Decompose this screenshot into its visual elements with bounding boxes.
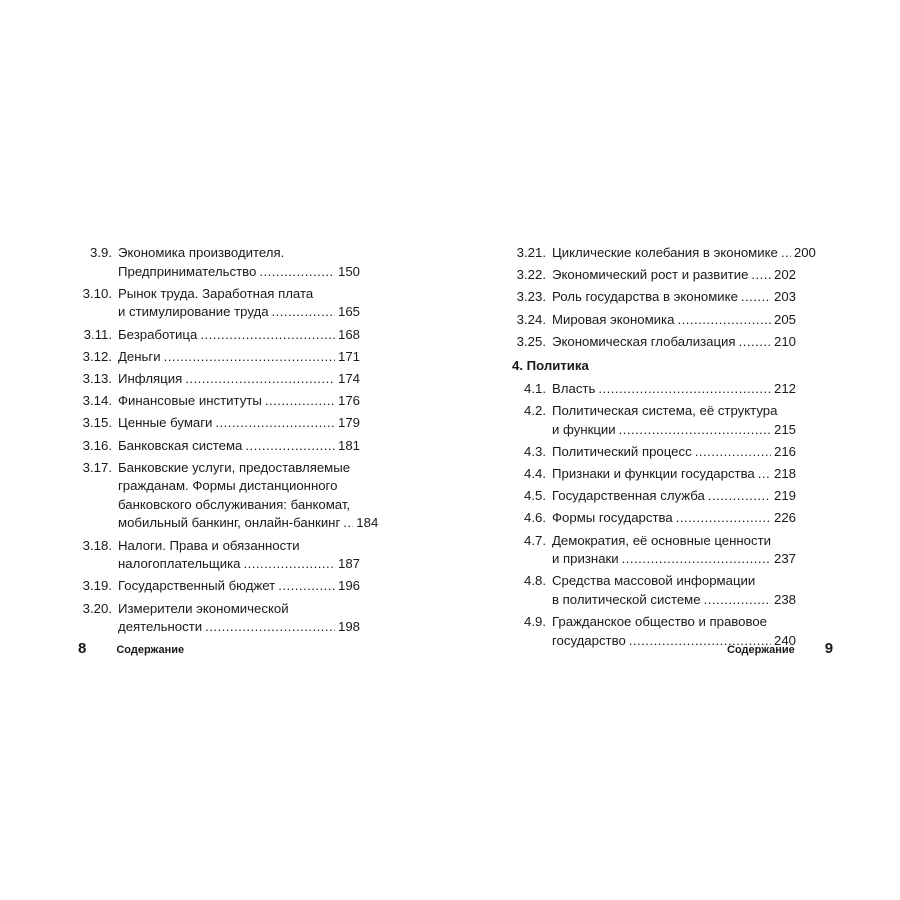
toc-entry — [512, 465, 796, 484]
page-ref: 196 — [337, 578, 360, 594]
toc-entry — [78, 348, 360, 367]
section-number: 3.9. — [90, 245, 112, 260]
section-number: 3.19. — [82, 578, 112, 594]
entry-title-line: Налоги. Права и обязанности — [118, 537, 300, 553]
dot-leader — [758, 465, 771, 484]
section-number: 4.8. — [524, 573, 546, 589]
toc-entry — [512, 333, 796, 352]
page-ref: 216 — [773, 443, 796, 459]
dot-leader — [695, 443, 771, 462]
toc-entry — [512, 266, 796, 285]
page-number: 8 — [78, 640, 87, 657]
entry-title-line: банковского обслуживания: банкомат, — [118, 496, 351, 512]
section-number: 4.3. — [524, 443, 546, 459]
section-number: 3.18. — [82, 537, 112, 553]
page-number: 9 — [824, 640, 834, 657]
toc-entry — [78, 600, 360, 637]
section-number: 3.12. — [82, 348, 112, 364]
dot-leader — [622, 550, 771, 569]
section-number: 3.24. — [516, 311, 546, 327]
toc-entry — [512, 572, 796, 609]
page-ref: 198 — [337, 619, 360, 635]
page-ref: 179 — [337, 415, 360, 431]
toc-entry — [78, 370, 360, 389]
entry-title-line: налогоплательщика — [118, 556, 241, 572]
dot-leader — [781, 244, 791, 263]
toc-entry — [78, 459, 379, 533]
page-ref: 171 — [337, 348, 360, 364]
right-footer — [727, 640, 833, 657]
entry-title-line: Ценные бумаги — [118, 415, 213, 431]
page-ref: 187 — [337, 556, 360, 572]
section-number: 3.10. — [82, 285, 112, 301]
page-ref: 218 — [773, 466, 796, 482]
page-ref: 168 — [337, 326, 360, 342]
entry-title-line: Политическая система, её структура — [552, 403, 778, 419]
entry-title-line: Демократия, её основные ценности — [552, 532, 771, 548]
section-number: 4.5. — [524, 488, 546, 504]
section-number: 4.9. — [524, 614, 546, 630]
section-number: 3.13. — [82, 370, 112, 386]
entry-title-line: Экономический рост и развитие — [552, 267, 749, 283]
section-number: 4.1. — [524, 380, 546, 396]
dot-leader — [741, 288, 771, 307]
entry-title-line: Рынок труда. Заработная плата — [118, 285, 314, 301]
section-number: 4.7. — [524, 532, 546, 548]
dot-leader — [676, 509, 771, 528]
entry-title-line: и функции — [552, 421, 616, 437]
section-number: 3.25. — [516, 333, 546, 349]
dot-leader — [343, 514, 353, 533]
entry-title-line: Предпринимательство — [118, 263, 257, 279]
toc-entry — [512, 288, 796, 307]
entry-title-line: Средства массовой информации — [552, 573, 756, 589]
entry-title-line: Роль государства в экономике — [552, 289, 738, 305]
toc-entry — [78, 537, 360, 574]
section-number: 3.11. — [83, 326, 112, 342]
dot-leader — [245, 437, 335, 456]
section-number: 4.6. — [524, 510, 546, 526]
entry-title-line: Банковская система — [118, 437, 243, 453]
dot-leader — [751, 266, 771, 285]
dot-leader — [739, 333, 771, 352]
entry-title-line: и стимулирование труда — [118, 304, 269, 320]
page-ref: 176 — [337, 393, 360, 409]
running-title: Содержание — [116, 644, 185, 656]
entry-title-line: Измерители экономической — [118, 600, 289, 616]
dot-leader — [708, 487, 771, 506]
section-number: 3.23. — [516, 289, 546, 305]
section-number: 3.14. — [82, 393, 112, 409]
toc-entry — [78, 392, 360, 411]
page-ref: 202 — [773, 267, 796, 283]
toc-entry — [512, 509, 796, 528]
entry-title-line: деятельности — [118, 619, 203, 635]
entry-title-line: Признаки и функции государства — [552, 466, 755, 482]
dot-leader — [619, 421, 771, 440]
page-ref: 174 — [337, 370, 360, 386]
page-ref: 226 — [773, 510, 796, 526]
toc-entry — [512, 244, 816, 263]
right-page — [512, 244, 816, 654]
toc-entry — [78, 437, 360, 456]
entry-title-line: государство — [552, 632, 626, 648]
entry-title-line: Формы государства — [552, 510, 673, 526]
toc-entry — [512, 311, 796, 330]
dot-leader — [215, 414, 335, 433]
toc-list — [512, 380, 796, 650]
section-number: 4.2. — [524, 403, 546, 419]
entry-title-line: мобильный банкинг, онлайн-банкинг — [118, 515, 341, 531]
toc-list — [78, 244, 379, 637]
entry-title-line: Безработица — [118, 326, 198, 342]
section-number: 4.4. — [524, 466, 546, 482]
page-ref: 200 — [793, 245, 816, 260]
section-number: 3.22. — [516, 267, 546, 283]
section-number: 3.16. — [82, 437, 112, 453]
toc-entry — [512, 487, 796, 506]
dot-leader — [265, 392, 335, 411]
section-number: 3.15. — [82, 415, 112, 431]
dot-leader — [259, 263, 335, 282]
entry-title-line: Циклические колебания в экономике — [552, 245, 778, 260]
page-ref: 165 — [337, 304, 360, 320]
page-ref: 237 — [773, 551, 796, 567]
page-ref: 219 — [773, 488, 796, 504]
entry-title-line: Финансовые институты — [118, 393, 262, 409]
entry-title-line: Власть — [552, 380, 596, 396]
toc-entry — [78, 244, 360, 281]
left-footer — [78, 640, 184, 657]
page-ref: 238 — [773, 592, 796, 608]
entry-title-line: и признаки — [552, 551, 619, 567]
toc-entry — [512, 443, 796, 462]
dot-leader — [200, 326, 335, 345]
entry-title-line: Банковские услуги, предоставляемые — [118, 459, 351, 475]
page-ref: 215 — [773, 421, 796, 437]
entry-title-line: гражданам. Формы дистанционного — [118, 478, 338, 494]
page-ref: 240 — [773, 632, 796, 648]
dot-leader — [272, 303, 335, 322]
running-title: Содержание — [727, 644, 795, 656]
entry-title-line: Гражданское общество и правовое — [552, 614, 768, 630]
entry-title-line: Деньги — [118, 348, 161, 364]
toc-entry — [512, 532, 796, 569]
dot-leader — [278, 577, 335, 596]
left-page — [78, 244, 379, 640]
page-ref: 205 — [773, 311, 796, 327]
page-ref: 181 — [337, 437, 360, 453]
dot-leader — [598, 380, 771, 399]
toc-entry — [78, 285, 360, 322]
entry-title-line: Экономика производителя. — [118, 245, 285, 260]
entry-title-line: Государственная служба — [552, 488, 705, 504]
section-number: 3.21. — [516, 245, 546, 260]
entry-title-line: Государственный бюджет — [118, 578, 276, 594]
dot-leader — [164, 348, 335, 367]
toc-entry — [78, 577, 360, 596]
page-ref: 150 — [337, 263, 360, 279]
dot-leader — [205, 618, 335, 637]
page-ref: 210 — [773, 333, 796, 349]
page-ref: 203 — [773, 289, 796, 305]
entry-title-line: Инфляция — [118, 370, 183, 386]
dot-leader — [704, 591, 771, 610]
entry-title-line: Политический процесс — [552, 443, 692, 459]
section-number: 3.20. — [82, 600, 112, 616]
entry-title-line: Мировая экономика — [552, 311, 675, 327]
entry-title-line: в политической системе — [552, 592, 701, 608]
dot-leader — [244, 555, 335, 574]
toc-entry — [78, 414, 360, 433]
toc-entry — [512, 402, 796, 439]
dot-leader — [185, 370, 335, 389]
dot-leader — [677, 311, 771, 330]
section-heading: 4. Политика — [512, 358, 589, 374]
entry-title-line: Экономическая глобализация — [552, 333, 736, 349]
toc-entry — [78, 326, 360, 345]
section-number: 3.17. — [82, 459, 112, 475]
page-ref: 212 — [773, 380, 796, 396]
page-ref: 184 — [356, 515, 379, 531]
toc-list — [512, 244, 816, 351]
toc-entry — [512, 380, 796, 399]
